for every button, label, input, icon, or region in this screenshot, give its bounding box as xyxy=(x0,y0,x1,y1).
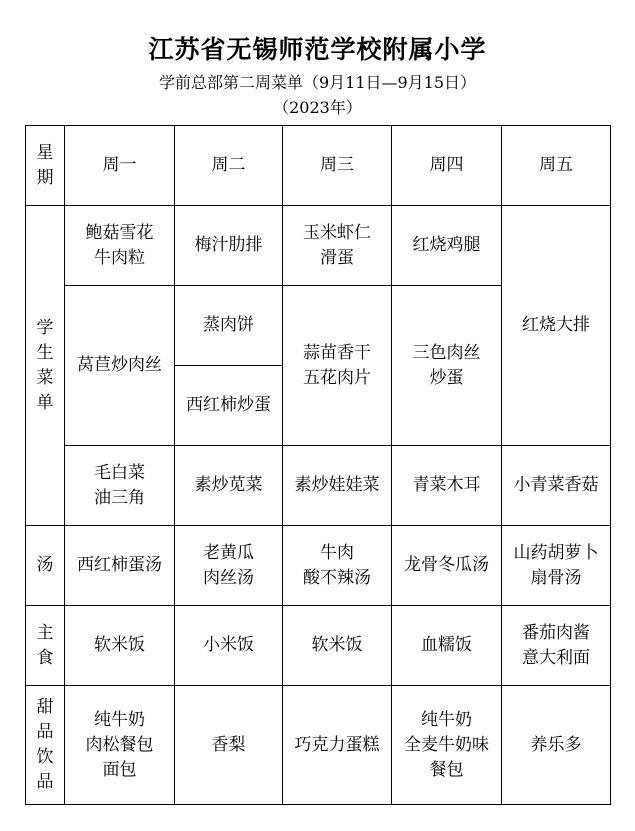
staple-row xyxy=(26,606,611,686)
day-header-wed: 周三 xyxy=(283,126,392,206)
soup-cell-thu: 龙骨冬瓜汤 xyxy=(392,526,502,606)
weekday-corner-label: 星 期 xyxy=(26,126,65,206)
dessert-cell-mon: 纯牛奶 肉松餐包 面包 xyxy=(65,686,175,805)
menu-cell-thu-2: 三色肉丝 炒蛋 xyxy=(392,286,502,446)
menu-subtitle: 学前总部第二周菜单（9月11日—9月15日） xyxy=(158,73,477,92)
soup-cell-tue: 老黄瓜 肉丝汤 xyxy=(175,526,283,606)
menu-cell-tue-2b: 西红柿炒蛋 xyxy=(175,366,283,446)
soup-cell-fri: 山药胡萝卜 扇骨汤 xyxy=(502,526,611,606)
staple-cell-tue: 小米饭 xyxy=(175,606,283,686)
menu-cell-tue-3: 素炒苋菜 xyxy=(175,446,283,526)
student-menu-row-1 xyxy=(26,206,611,286)
dessert-label: 甜 品 饮 品 xyxy=(26,686,65,805)
day-header-mon: 周一 xyxy=(65,126,175,206)
student-menu-row-3 xyxy=(26,446,611,526)
staple-cell-thu: 血糯饭 xyxy=(392,606,502,686)
staple-cell-fri: 番茄肉酱 意大利面 xyxy=(502,606,611,686)
day-header-thu: 周四 xyxy=(392,126,502,206)
dessert-cell-wed: 巧克力蛋糕 xyxy=(283,686,392,805)
soup-row xyxy=(26,526,611,606)
page-title: 江苏省无锡师范学校附属小学 xyxy=(148,35,487,64)
menu-cell-mon-1: 鲍菇雪花 牛肉粒 xyxy=(65,206,175,286)
dessert-cell-tue: 香梨 xyxy=(175,686,283,805)
menu-cell-thu-1: 红烧鸡腿 xyxy=(392,206,502,286)
menu-year: （2023年） xyxy=(273,98,362,117)
staple-cell-mon: 软米饭 xyxy=(65,606,175,686)
soup-cell-mon: 西红柿蛋汤 xyxy=(65,526,175,606)
dessert-cell-thu: 纯牛奶 全麦牛奶味 餐包 xyxy=(392,686,502,805)
weekly-menu-table xyxy=(25,125,611,805)
menu-cell-mon-3: 毛白菜 油三角 xyxy=(65,446,175,526)
menu-cell-tue-2a: 蒸肉饼 xyxy=(175,286,283,366)
dessert-row xyxy=(26,686,611,805)
menu-cell-fri-3: 小青菜香菇 xyxy=(502,446,611,526)
menu-cell-tue-1: 梅汁肋排 xyxy=(175,206,283,286)
day-header-row xyxy=(26,126,611,206)
menu-cell-fri-main: 红烧大排 xyxy=(502,206,611,446)
staple-cell-wed: 软米饭 xyxy=(283,606,392,686)
menu-cell-thu-3: 青菜木耳 xyxy=(392,446,502,526)
staple-label: 主 食 xyxy=(26,606,65,686)
soup-cell-wed: 牛肉 酸不辣汤 xyxy=(283,526,392,606)
menu-cell-wed-3: 素炒娃娃菜 xyxy=(283,446,392,526)
menu-cell-mon-2: 莴苣炒肉丝 xyxy=(65,286,175,446)
soup-label: 汤 xyxy=(26,526,65,606)
dessert-cell-fri: 养乐多 xyxy=(502,686,611,805)
student-menu-label: 学 生 菜 单 xyxy=(26,206,65,526)
day-header-tue: 周二 xyxy=(175,126,283,206)
menu-cell-wed-2: 蒜苗香干 五花肉片 xyxy=(283,286,392,446)
menu-cell-wed-1: 玉米虾仁 滑蛋 xyxy=(283,206,392,286)
day-header-fri: 周五 xyxy=(502,126,611,206)
